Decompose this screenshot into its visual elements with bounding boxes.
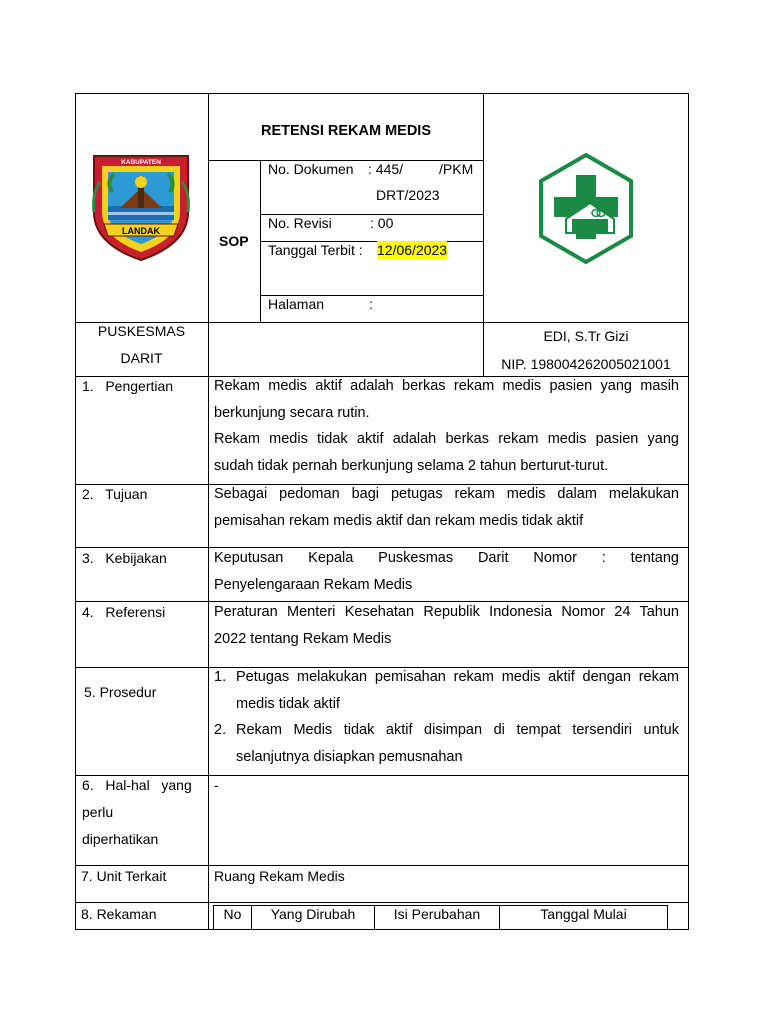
kebijakan-label: 3. Kebijakan: [82, 550, 167, 566]
column-header-isi-perubahan: Isi Perubahan: [393, 906, 481, 922]
svg-text:KABUPATEN: KABUPATEN: [121, 159, 161, 166]
halaman-label: Halaman: [268, 296, 325, 312]
signer-name: EDI, S.Tr Gizi: [543, 328, 629, 344]
document-title: RETENSI REKAM MEDIS: [261, 123, 431, 139]
svg-text:LANDAK: LANDAK: [122, 226, 160, 236]
list-item-number: 2.: [214, 722, 227, 738]
prosedur-list: [214, 664, 679, 770]
referensi-label: 4. Referensi: [82, 604, 166, 620]
list-item-number: 1.: [214, 669, 227, 685]
column-header-no: No: [223, 906, 242, 922]
kebijakan-text: [214, 545, 679, 598]
hal-hal-label-line1: 6. Hal-hal yang: [82, 777, 192, 793]
hal-hal-label-line3: diperhatikan: [82, 831, 159, 847]
puskesmas-logo-icon: [538, 153, 634, 264]
kabupaten-landak-logo-icon: [90, 152, 192, 264]
text-line: 2022 tentang Rekam Medis: [214, 630, 392, 647]
text-line: medis tidak aktif: [236, 695, 340, 712]
unit-terkait-value: Ruang Rekam Medis: [214, 868, 345, 884]
list-item: [214, 664, 679, 717]
unit-terkait-label: 7. Unit Terkait: [81, 868, 167, 884]
halaman-value: :: [369, 296, 373, 312]
no-dokumen-suffix: /PKM: [439, 161, 474, 177]
hal-hal-label-line2: perlu: [82, 804, 114, 820]
pengertian-label: 1. Pengertian: [82, 378, 174, 394]
tanggal-terbit-value: 12/06/2023: [377, 242, 448, 258]
text-line: Keputusan Kepala Puskesmas Darit Nomor : tentang: [214, 550, 679, 566]
text-line: Rekam medis aktif adalah berkas rekam medis pasien yang masih: [214, 378, 679, 394]
text-line: Penyelengaraan Rekam Medis: [214, 576, 413, 593]
text-line: Peraturan Menteri Kesehatan Republik Indonesia Nomor 24 Tahun: [214, 604, 679, 620]
referensi-text: [214, 599, 679, 652]
org-name-line1: PUSKESMAS: [97, 323, 186, 339]
hal-hal-value: -: [214, 777, 219, 793]
rekaman-label: 8. Rekaman: [81, 906, 157, 922]
sop-label: SOP: [219, 233, 249, 249]
pengertian-text: [214, 373, 679, 479]
text-line: Rekam Medis tidak aktif disimpan di tempat tersendiri untuk: [236, 722, 679, 738]
list-item: [214, 717, 679, 770]
no-dokumen-value: : 445/: [368, 161, 404, 177]
tanggal-terbit-label: Tanggal Terbit :: [268, 242, 363, 258]
prosedur-label: 5. Prosedur: [84, 684, 157, 700]
tujuan-text: [214, 481, 679, 534]
no-revisi-value: : 00: [370, 215, 394, 231]
no-revisi-label: No. Revisi: [268, 215, 332, 231]
text-line: pemisahan rekam medis aktif dan rekam medis tidak aktif: [214, 512, 584, 529]
no-dokumen-year: DRT/2023: [376, 187, 440, 203]
signer-nip: NIP. 198004262005021001: [501, 356, 671, 372]
org-name-line2: DARIT: [120, 350, 163, 366]
text-line: Rekam medis tidak aktif adalah berkas rekam medis pasien yang: [214, 431, 679, 447]
text-line: sudah tidak pernah berkunjung selama 2 tahun berturut-turut.: [214, 457, 609, 474]
text-line: selanjutnya disiapkan pemusnahan: [236, 748, 463, 765]
text-line: Petugas melakukan pemisahan rekam medis aktif dengan rekam: [236, 669, 679, 685]
tujuan-label: 2. Tujuan: [82, 486, 148, 502]
no-dokumen-label: No. Dokumen: [268, 161, 354, 177]
text-line: berkunjung secara rutin.: [214, 404, 370, 421]
column-header-yang-dirubah: Yang Dirubah: [270, 906, 356, 922]
text-line: Sebagai pedoman bagi petugas rekam medis dalam melakukan: [214, 486, 679, 502]
column-header-tanggal-mulai: Tanggal Mulai: [540, 906, 627, 922]
